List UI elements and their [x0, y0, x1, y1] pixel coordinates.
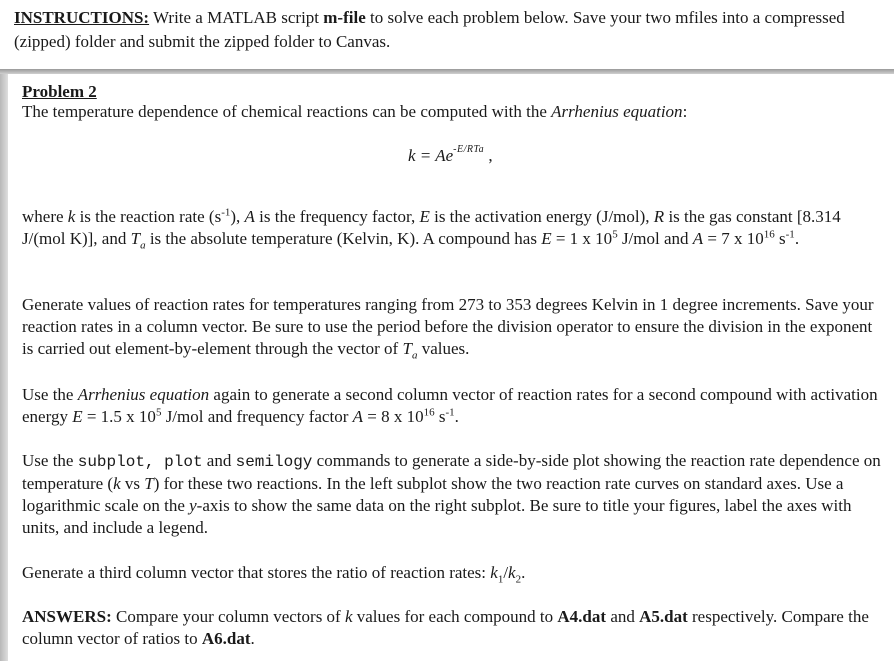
p3-t2: again to generate a second column vector of reaction rates for a second compound with activation energy: [22, 385, 878, 426]
p1-sup2: 5: [612, 228, 618, 241]
p1-sup1: -1: [221, 206, 231, 219]
p3-eq-name: Arrhenius equation: [77, 385, 210, 404]
p5-t2: .: [521, 563, 526, 582]
p4-t5: ) for these two reactions. In the left subplot show the two reaction rate curves on standard axes. Use a logarithmic scale on the: [22, 474, 844, 515]
left-margin-bar: [0, 74, 8, 661]
problem-intro: [22, 101, 884, 123]
p4-cmds: subplot, plot: [77, 453, 203, 471]
p3-sup1: 5: [155, 406, 162, 419]
p1-t6: is the gas constant [8.314 J/(mol K)], and: [22, 207, 841, 248]
p3-A: A: [352, 407, 364, 426]
paragraph-definitions: [22, 206, 884, 250]
p2-t1: Generate values of reaction rates for temperatures ranging from 273 to 353 degrees Kelvin in 1 degree increments. Save your reaction rates in a column vector. Be sure to use the period before the division operator to ensure the division in the exponent is carried out element-by-element through the vector of: [22, 295, 874, 358]
arrhenius-equation: [408, 146, 493, 166]
equation-trail: ,: [484, 146, 493, 165]
p4-t6: -axis to show the same data on the right subplot. Be sure to title your figures, label the axes with units, and include a legend.: [22, 496, 852, 537]
p5-k1-sub: 1: [497, 573, 504, 586]
paragraph-second-compound: [22, 384, 884, 428]
p1-E: E: [419, 207, 430, 226]
p6-t4: respectively. Compare the column vector of ratios to: [22, 607, 869, 648]
p4-t3: commands to generate a side-by-side plot showing the reaction rate dependence on temperature (: [22, 451, 881, 493]
paragraph-generate-rates: [22, 294, 884, 360]
p1-t4: is the frequency factor,: [254, 207, 420, 226]
p3-E: E: [72, 407, 83, 426]
p1-A: A: [244, 207, 255, 226]
intro-equation-name: Arrhenius equation: [551, 102, 683, 121]
instructions-mfile: m-file: [323, 8, 366, 27]
p1-t9: J/mol and: [617, 229, 693, 248]
p6-t1: Compare your column vectors of: [111, 607, 345, 626]
p6-t3: and: [606, 607, 640, 626]
p1-R: R: [653, 207, 665, 226]
p1-sup4: -1: [785, 228, 795, 241]
p1-sup3: 16: [763, 228, 775, 241]
p1-t5: is the activation energy (J/mol),: [429, 207, 654, 226]
p2-Ta: T: [402, 339, 412, 358]
p1-t8: = 1 x 10: [551, 229, 613, 248]
p6-k: k: [344, 607, 353, 626]
instructions-text: [14, 6, 880, 54]
p4-t4: vs: [120, 474, 145, 493]
p5-k2-sub: 2: [515, 573, 522, 586]
p1-k: k: [67, 207, 76, 226]
p5-k1: k: [490, 563, 498, 582]
p4-cmd3: semilogy: [235, 453, 313, 471]
p3-t6: s: [434, 407, 446, 426]
p3-t3: = 1.5 x 10: [82, 407, 156, 426]
p5-k2: k: [508, 563, 516, 582]
p3-t4: J/mol and frequency factor: [161, 407, 353, 426]
answer-file-a4: A4.dat: [557, 607, 607, 626]
equation-exponent: -E/RTa: [453, 144, 485, 155]
instructions-label: INSTRUCTIONS:: [14, 8, 150, 27]
instructions-text-b: to solve each problem below. Save your two mfiles into a compressed (zipped) folder and submit the zipped folder to Canvas.: [14, 8, 845, 51]
p1-t3: ),: [230, 207, 245, 226]
p2-Ta-sub: a: [411, 349, 418, 362]
p6-t2: values for each compound to: [352, 607, 558, 626]
p1-t12: .: [794, 229, 800, 248]
p1-t7: is the absolute temperature (Kelvin, K). A compound has: [145, 229, 542, 248]
p1-E2: E: [541, 229, 552, 248]
p3-t1: Use the: [22, 385, 78, 404]
p4-t1: Use the: [22, 451, 78, 470]
p5-t1: Generate a third column vector that stores the ratio of reaction rates:: [22, 563, 491, 582]
p1-t11: s: [774, 229, 786, 248]
paragraph-answers: [22, 606, 884, 650]
answer-file-a5: A5.dat: [639, 607, 688, 626]
p4-y: y: [189, 496, 197, 515]
paragraph-ratio: [22, 562, 884, 584]
p1-A2: A: [692, 229, 704, 248]
p5-slash: /: [503, 563, 509, 582]
p4-t2: and: [202, 451, 236, 470]
answer-file-a6: A6.dat: [201, 629, 251, 648]
p3-sup3: -1: [445, 406, 455, 419]
p1-t10: = 7 x 10: [703, 229, 764, 248]
intro-text-b: :: [682, 102, 688, 121]
p2-t2: values.: [417, 339, 470, 358]
equation-lhs: k = Ae: [408, 146, 454, 165]
paragraph-plotting: [22, 450, 884, 539]
p4-k: k: [113, 474, 121, 493]
p1-Ta: T: [130, 229, 141, 248]
p3-sup2: 16: [423, 406, 435, 419]
p1-t1: where: [22, 207, 68, 226]
instructions-text-a: Write a MATLAB script: [149, 8, 324, 27]
p3-t5: = 8 x 10: [363, 407, 424, 426]
intro-text-a: The temperature dependence of chemical reactions can be computed with the: [22, 102, 552, 121]
p3-t7: .: [454, 407, 459, 426]
problem-title: Problem 2: [22, 82, 97, 101]
p4-T: T: [144, 474, 154, 493]
p1-Ta-sub: a: [140, 239, 146, 252]
p6-t5: .: [250, 629, 255, 648]
answers-label: ANSWERS:: [22, 607, 112, 626]
p1-t2: is the reaction rate (s: [75, 207, 222, 226]
